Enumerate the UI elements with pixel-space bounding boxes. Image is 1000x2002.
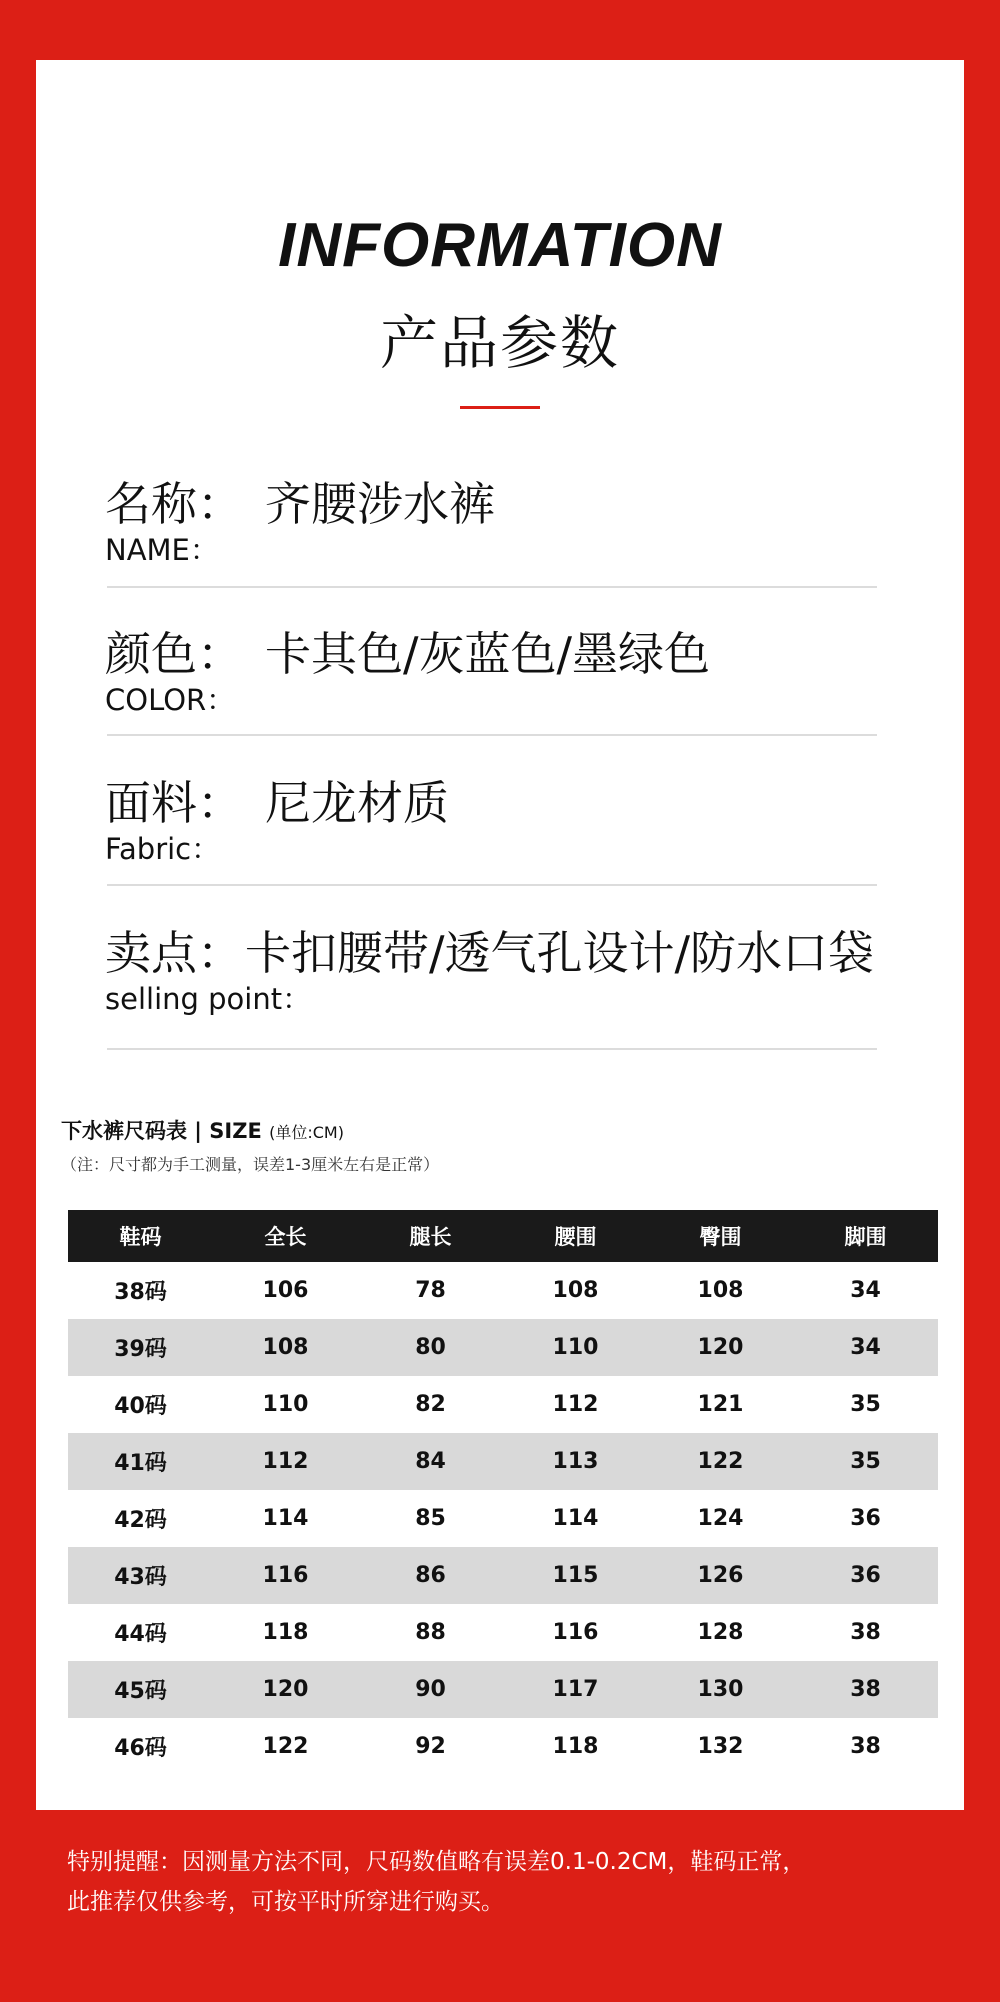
table-cell: 114 — [552, 1506, 599, 1531]
table-cell: 120 — [213, 1661, 358, 1718]
column-header: 腿长 — [358, 1210, 503, 1262]
table-cell: 130 — [648, 1661, 793, 1718]
table-row — [68, 1547, 938, 1604]
table-cell: 41码 — [68, 1433, 213, 1490]
spec-name-value: 齐腰涉水裤 — [265, 477, 495, 531]
size-chart-title-text: 下水裤尺码表 | SIZE — [61, 1119, 262, 1143]
table-cell: 43码 — [68, 1547, 213, 1604]
table-cell: 85 — [415, 1506, 446, 1531]
table-cell: 117 — [503, 1661, 648, 1718]
table-cell: 35 — [793, 1433, 938, 1490]
table-cell: 124 — [697, 1506, 744, 1531]
table-cell: 108 — [552, 1278, 599, 1303]
table-cell: 112 — [213, 1433, 358, 1490]
spec-name — [105, 468, 875, 567]
table-cell: 118 — [262, 1620, 309, 1645]
column-header: 脚围 — [793, 1210, 938, 1262]
table-cell: 110 — [262, 1392, 309, 1417]
table-cell: 112 — [552, 1392, 599, 1417]
table-cell: 34 — [793, 1319, 938, 1376]
divider — [107, 734, 877, 736]
size-chart-title — [61, 1115, 344, 1145]
spec-fabric — [105, 767, 875, 866]
table-cell: 36 — [793, 1547, 938, 1604]
size-chart-unit: (单位:CM) — [269, 1123, 344, 1142]
footer-line: 特别提醒：因测量方法不同，尺码数值略有误差0.1-0.2CM，鞋码正常， — [67, 1849, 806, 1875]
table-cell: 38 — [850, 1734, 881, 1759]
table-cell: 116 — [552, 1620, 599, 1645]
table-cell: 38 — [850, 1620, 881, 1645]
table-cell: 115 — [503, 1547, 648, 1604]
spec-selling-point-value: 卡扣腰带/透气孔设计/防水口袋 — [245, 926, 874, 980]
table-row — [68, 1604, 938, 1661]
size-chart-note: （注：尺寸都为手工测量，误差1-3厘米左右是正常） — [61, 1155, 440, 1174]
divider — [107, 1048, 877, 1050]
table-cell: 34 — [850, 1278, 881, 1303]
table-cell: 78 — [415, 1278, 446, 1303]
spec-name-label-en: NAME： — [105, 533, 219, 567]
table-cell: 86 — [358, 1547, 503, 1604]
table-row — [68, 1718, 938, 1775]
table-cell: 110 — [503, 1319, 648, 1376]
footer-line: 此推荐仅供参考，可按平时所穿进行购买。 — [67, 1889, 504, 1915]
accent-divider — [460, 406, 540, 409]
title-chinese: 产品参数 — [379, 309, 620, 377]
spec-name-label: 名称： — [105, 477, 243, 531]
table-cell: 44码 — [114, 1622, 167, 1647]
table-cell: 35 — [850, 1392, 881, 1417]
table-cell: 126 — [648, 1547, 793, 1604]
table-cell: 42码 — [114, 1508, 167, 1533]
table-cell: 88 — [415, 1620, 446, 1645]
table-row — [68, 1319, 938, 1376]
spec-selling-point — [105, 917, 875, 1016]
table-cell: 122 — [648, 1433, 793, 1490]
info-card — [36, 60, 964, 1810]
column-header: 鞋码 — [68, 1210, 213, 1262]
table-row — [68, 1376, 938, 1433]
spec-selling-point-label-en: selling point： — [105, 982, 312, 1016]
table-cell: 106 — [262, 1278, 309, 1303]
size-table — [68, 1210, 938, 1775]
table-cell: 132 — [697, 1734, 744, 1759]
column-header: 腰围 — [503, 1210, 648, 1262]
table-cell: 38 — [793, 1661, 938, 1718]
divider — [107, 586, 877, 588]
table-cell: 118 — [552, 1734, 599, 1759]
column-header: 全长 — [213, 1210, 358, 1262]
table-row — [68, 1433, 938, 1490]
table-cell: 122 — [262, 1734, 309, 1759]
spec-selling-point-label: 卖点： — [105, 926, 243, 980]
table-row — [68, 1262, 938, 1319]
table-row — [68, 1490, 938, 1547]
table-cell: 90 — [358, 1661, 503, 1718]
spec-color-label-en: COLOR： — [105, 683, 236, 717]
spec-color-label: 颜色： — [105, 627, 243, 681]
table-cell: 46码 — [114, 1736, 167, 1761]
table-cell: 84 — [358, 1433, 503, 1490]
spec-fabric-label-en: Fabric： — [105, 832, 221, 866]
table-cell: 121 — [697, 1392, 744, 1417]
spec-color-value: 卡其色/灰蓝色/墨绿色 — [265, 627, 710, 681]
column-header: 臀围 — [648, 1210, 793, 1262]
spec-fabric-label: 面料： — [105, 776, 243, 830]
table-cell: 36 — [850, 1506, 881, 1531]
footer-notice — [67, 1842, 967, 1922]
table-cell: 80 — [358, 1319, 503, 1376]
table-cell: 39码 — [68, 1319, 213, 1376]
table-cell: 113 — [503, 1433, 648, 1490]
table-cell: 45码 — [68, 1661, 213, 1718]
title-english: INFORMATION — [278, 211, 722, 280]
spec-fabric-value: 尼龙材质 — [265, 776, 449, 830]
table-cell: 82 — [415, 1392, 446, 1417]
table-cell: 120 — [648, 1319, 793, 1376]
table-cell: 108 — [697, 1278, 744, 1303]
table-cell: 114 — [262, 1506, 309, 1531]
spec-color — [105, 618, 875, 717]
table-cell: 108 — [213, 1319, 358, 1376]
table-cell: 40码 — [114, 1394, 167, 1419]
table-cell: 128 — [697, 1620, 744, 1645]
divider — [107, 884, 877, 886]
table-cell: 92 — [415, 1734, 446, 1759]
table-header-row — [68, 1210, 938, 1262]
table-cell: 38码 — [114, 1280, 167, 1305]
table-row — [68, 1661, 938, 1718]
table-cell: 116 — [213, 1547, 358, 1604]
